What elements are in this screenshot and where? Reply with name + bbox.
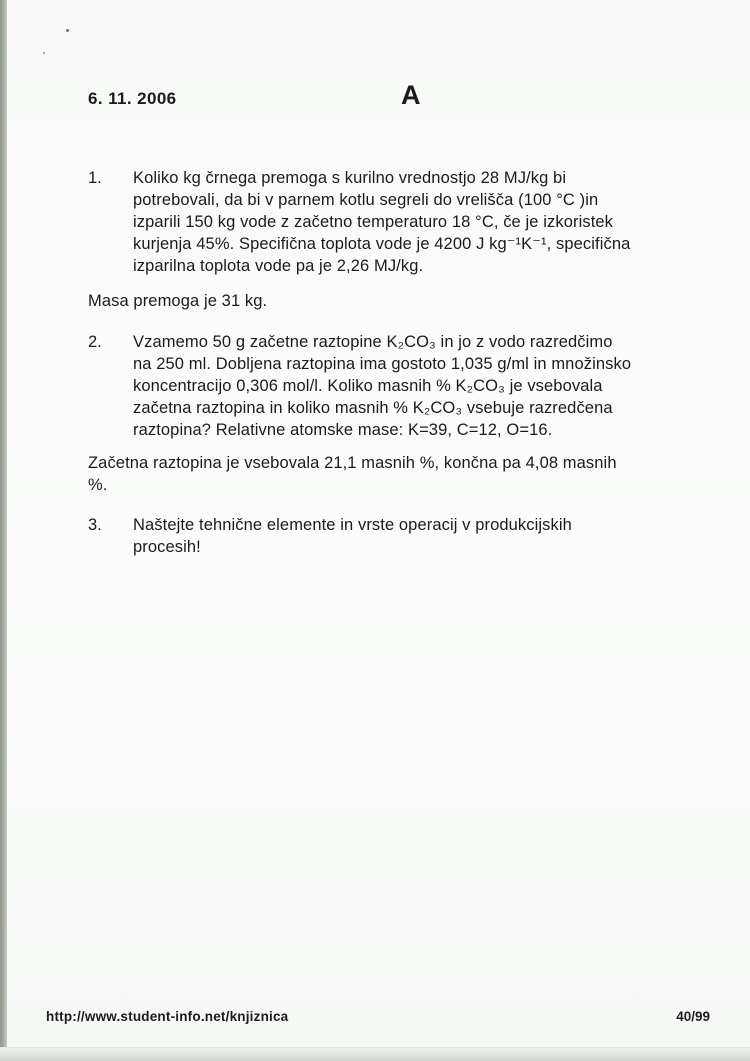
problem-1-number: 1.	[88, 169, 102, 187]
problem-1-line: izparilna toplota vode pa je 2,26 MJ/kg.	[133, 257, 424, 275]
answer-2-line: %.	[88, 476, 108, 494]
problem-3-text	[133, 514, 678, 558]
scan-edge-bottom	[0, 1047, 750, 1061]
problem-2-line: raztopina? Relativne atomske mase: K=39, C=12, O=16.	[133, 421, 553, 439]
exam-date: 6. 11. 2006	[88, 89, 177, 108]
exam-version-letter: A	[401, 80, 421, 110]
answer-1	[88, 290, 678, 312]
answer-2	[88, 452, 678, 496]
problem-2-text	[133, 331, 678, 441]
problem-1-line: potrebovali, da bi v parnem kotlu segreli do vrelišča (100 °C )in	[133, 191, 599, 209]
footer-url: http://www.student-info.net/knjiznica	[46, 1009, 289, 1024]
problem-3-line: procesih!	[133, 538, 201, 556]
problem-2-line: Vzamemo 50 g začetne raztopine K₂CO₃ in jo z vodo razredčimo	[133, 333, 613, 351]
problem-1-line: Koliko kg črnega premoga s kurilno vrednostjo 28 MJ/kg bi	[133, 169, 567, 187]
scan-speck	[43, 52, 45, 54]
answer-2-line: Začetna raztopina je vsebovala 21,1 masnih %, končna pa 4,08 masnih	[88, 454, 617, 472]
problem-1-line: izparili 150 kg vode z začetno temperaturo 18 °C, če je izkoristek	[133, 213, 614, 231]
problem-1-line: kurjenja 45%. Specifična toplota vode je 4200 J kg⁻¹K⁻¹, specifična	[133, 235, 631, 253]
problem-2-line: na 250 ml. Dobljena raztopina ima gostoto 1,035 g/ml in množinsko	[133, 355, 632, 373]
footer-page-number: 40/99	[676, 1009, 710, 1024]
problem-2-number: 2.	[88, 333, 102, 351]
problem-1-text	[133, 167, 678, 277]
problem-3-number: 3.	[88, 516, 102, 534]
problem-2-line: koncentracijo 0,306 mol/l. Koliko masnih % K₂CO₃ je vsebovala	[133, 377, 603, 395]
problem-3-line: Naštejte tehnične elemente in vrste operacij v produkcijskih	[133, 516, 572, 534]
problem-1	[88, 167, 678, 277]
problem-2	[88, 331, 678, 441]
problem-3	[88, 514, 678, 558]
scan-edge-left	[0, 0, 7, 1061]
problem-2-line: začetna raztopina in koliko masnih % K₂CO₃ vsebuje razredčena	[133, 399, 613, 417]
scan-speck	[66, 29, 69, 32]
answer-1-line: Masa premoga je 31 kg.	[88, 292, 268, 310]
